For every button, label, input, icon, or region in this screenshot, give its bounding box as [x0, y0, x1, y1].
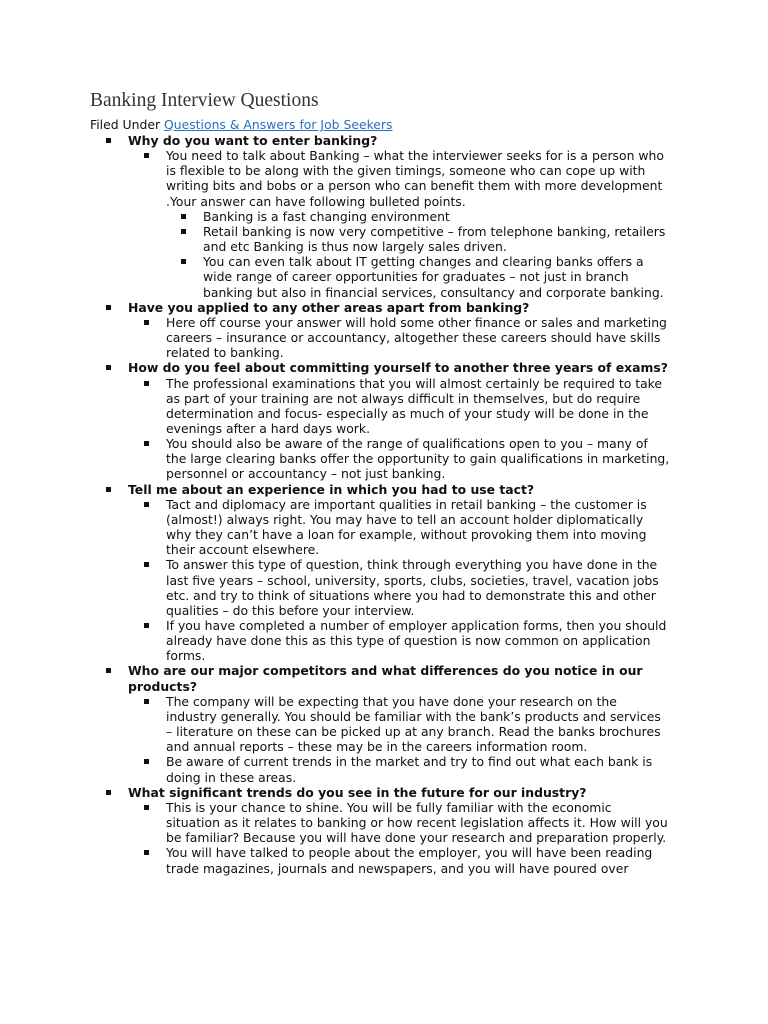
answer-text: To answer this type of question, think through everything you have done in the: [166, 557, 658, 573]
question-text: Have you applied to any other areas apart from banking?: [128, 299, 530, 315]
question-item: [90, 785, 690, 800]
answer-item: [90, 754, 690, 784]
bullet-icon: [144, 623, 149, 628]
bullet-icon: [181, 259, 186, 264]
bullet-icon: [106, 365, 111, 370]
bullet-icon: [106, 790, 111, 795]
answer-text: as part of your training are not always difficult in themselves, but do require: [166, 390, 641, 406]
bullet-icon: [144, 562, 149, 567]
answer-item: [90, 694, 690, 755]
question-text: Why do you want to enter banking?: [128, 133, 378, 148]
answer-text: You can even talk about IT getting changes and clearing banks offers a: [203, 254, 644, 270]
answer-text: Retail banking is now very competitive – from telephone banking, retailers: [203, 223, 666, 239]
bullet-icon: [106, 487, 111, 492]
filed-under-line: [90, 117, 392, 132]
answer-text: and annual reports – these may be in the careers information room.: [166, 739, 588, 755]
answer-item: [90, 148, 690, 209]
question-text: Who are our major competitors and what differences do you notice in our: [128, 663, 643, 679]
question-item: [90, 300, 690, 315]
answer-text: be familiar? Because you will have done your research and preparation properly.: [166, 830, 667, 846]
question-item: [90, 360, 690, 375]
answer-text: their account elsewhere.: [166, 542, 320, 558]
bullet-icon: [144, 805, 149, 810]
question-text: products?: [128, 678, 198, 694]
question-item: [90, 482, 690, 497]
bullet-icon: [181, 214, 186, 219]
answer-text: (almost!) always right. You may have to tell an account holder diplomatically: [166, 511, 644, 527]
bullet-icon: [181, 229, 186, 234]
question-text: What significant trends do you see in the future for our industry?: [128, 784, 587, 800]
answer-text: etc. and try to think of situations where you had to demonstrate this and other: [166, 587, 656, 603]
answer-text: You need to talk about Banking – what the interviewer seeks for is a person who: [166, 148, 664, 164]
answer-text: determination and focus- especially as much of your study will be done in the: [166, 405, 649, 421]
answer-text: If you have completed a number of employer application forms, then you should: [166, 618, 667, 633]
answer-text: forms.: [166, 648, 206, 664]
answer-text: the large clearing banks offer the opportunity to gain qualifications in marketing,: [166, 451, 670, 467]
bullet-icon: [144, 850, 149, 855]
answer-item: [90, 557, 690, 618]
answer-text: wide range of career opportunities for graduates – not just in branch: [203, 269, 629, 285]
answer-item: [90, 845, 690, 875]
bullet-icon: [144, 502, 149, 507]
question-item: [90, 133, 690, 148]
bullet-icon: [144, 320, 149, 325]
filed-under-label: Filed Under: [90, 117, 161, 132]
bullet-icon: [106, 668, 111, 673]
sub-point-item: [90, 224, 690, 254]
answer-text: – literature on these can be picked up at any branch. Read the banks brochures: [166, 724, 661, 740]
answer-item: [90, 436, 690, 481]
bullet-icon: [106, 138, 111, 143]
page-title: Banking Interview Questions: [90, 90, 319, 111]
bullet-icon: [144, 699, 149, 704]
answer-item: [90, 376, 690, 437]
answer-text: qualities – do this before your interview.: [166, 602, 415, 618]
answer-text: You will have talked to people about the employer, you will have been reading: [166, 845, 653, 861]
answer-item: [90, 800, 690, 845]
question-text: How do you feel about committing yourself to another three years of exams?: [128, 360, 668, 376]
bullet-icon: [144, 153, 149, 158]
answer-text: Be aware of current trends in the market and try to find out what each bank is: [166, 754, 653, 770]
answer-text: This is your chance to shine. You will be fully familiar with the economic: [166, 799, 612, 815]
answer-text: banking but also in financial services, consultancy and corporate banking.: [203, 284, 664, 300]
answer-text: Here off course your answer will hold some other finance or sales and marketing: [166, 314, 667, 330]
answer-item: [90, 315, 690, 360]
answer-text: The professional examinations that you will almost certainly be required to take: [166, 375, 663, 391]
bullet-icon: [144, 381, 149, 386]
answer-text: is flexible to be along with the given timings, someone who can cope up with: [166, 163, 646, 179]
answer-text: You should also be aware of the range of qualifications open to you – many of: [166, 436, 648, 452]
answer-text: writing bits and bobs or a person who can benefit them with more development: [166, 178, 663, 194]
answer-text: evenings after a hard days work.: [166, 420, 371, 436]
question-list: [90, 133, 690, 876]
answer-text: industry generally. You should be familiar with the bank’s products and services: [166, 708, 661, 724]
category-link[interactable]: Questions & Answers for Job Seekers: [164, 117, 393, 132]
answer-text: situation as it relates to banking or how recent legislation affects it. How will you: [166, 815, 668, 831]
answer-text: why they can’t have a loan for example, without provoking them into moving: [166, 527, 647, 543]
answer-text: last five years – school, university, sports, clubs, societies, travel, vacation jobs: [166, 572, 659, 588]
answer-text: Banking is a fast changing environment: [203, 208, 450, 224]
answer-text: trade magazines, journals and newspapers, and you will have poured over: [166, 860, 629, 876]
sub-point-item: [90, 254, 690, 299]
answer-text: personnel or accountancy – not just banking.: [166, 466, 446, 482]
answer-text: already have done this as this type of question is now common on application: [166, 633, 651, 649]
answer-text: careers – insurance or accountancy, altogether these careers should have skills: [166, 330, 661, 346]
answer-text: The company will be expecting that you have done your research on the: [166, 693, 617, 709]
bullet-icon: [106, 305, 111, 310]
bullet-icon: [144, 441, 149, 446]
answer-text: and etc Banking is thus now largely sales driven.: [203, 239, 507, 255]
answer-text: Tact and diplomacy are important qualities in retail banking – the customer is: [166, 496, 647, 512]
sub-point-item: [90, 209, 690, 224]
answer-text: doing in these areas.: [166, 769, 297, 785]
answer-item: [90, 618, 690, 663]
question-text: Tell me about an experience in which you had to use tact?: [128, 481, 535, 497]
answer-text: .Your answer can have following bulleted points.: [166, 193, 466, 209]
answer-item: [90, 497, 690, 558]
question-item: [90, 663, 690, 693]
bullet-icon: [144, 759, 149, 764]
answer-text: related to banking.: [166, 345, 284, 361]
